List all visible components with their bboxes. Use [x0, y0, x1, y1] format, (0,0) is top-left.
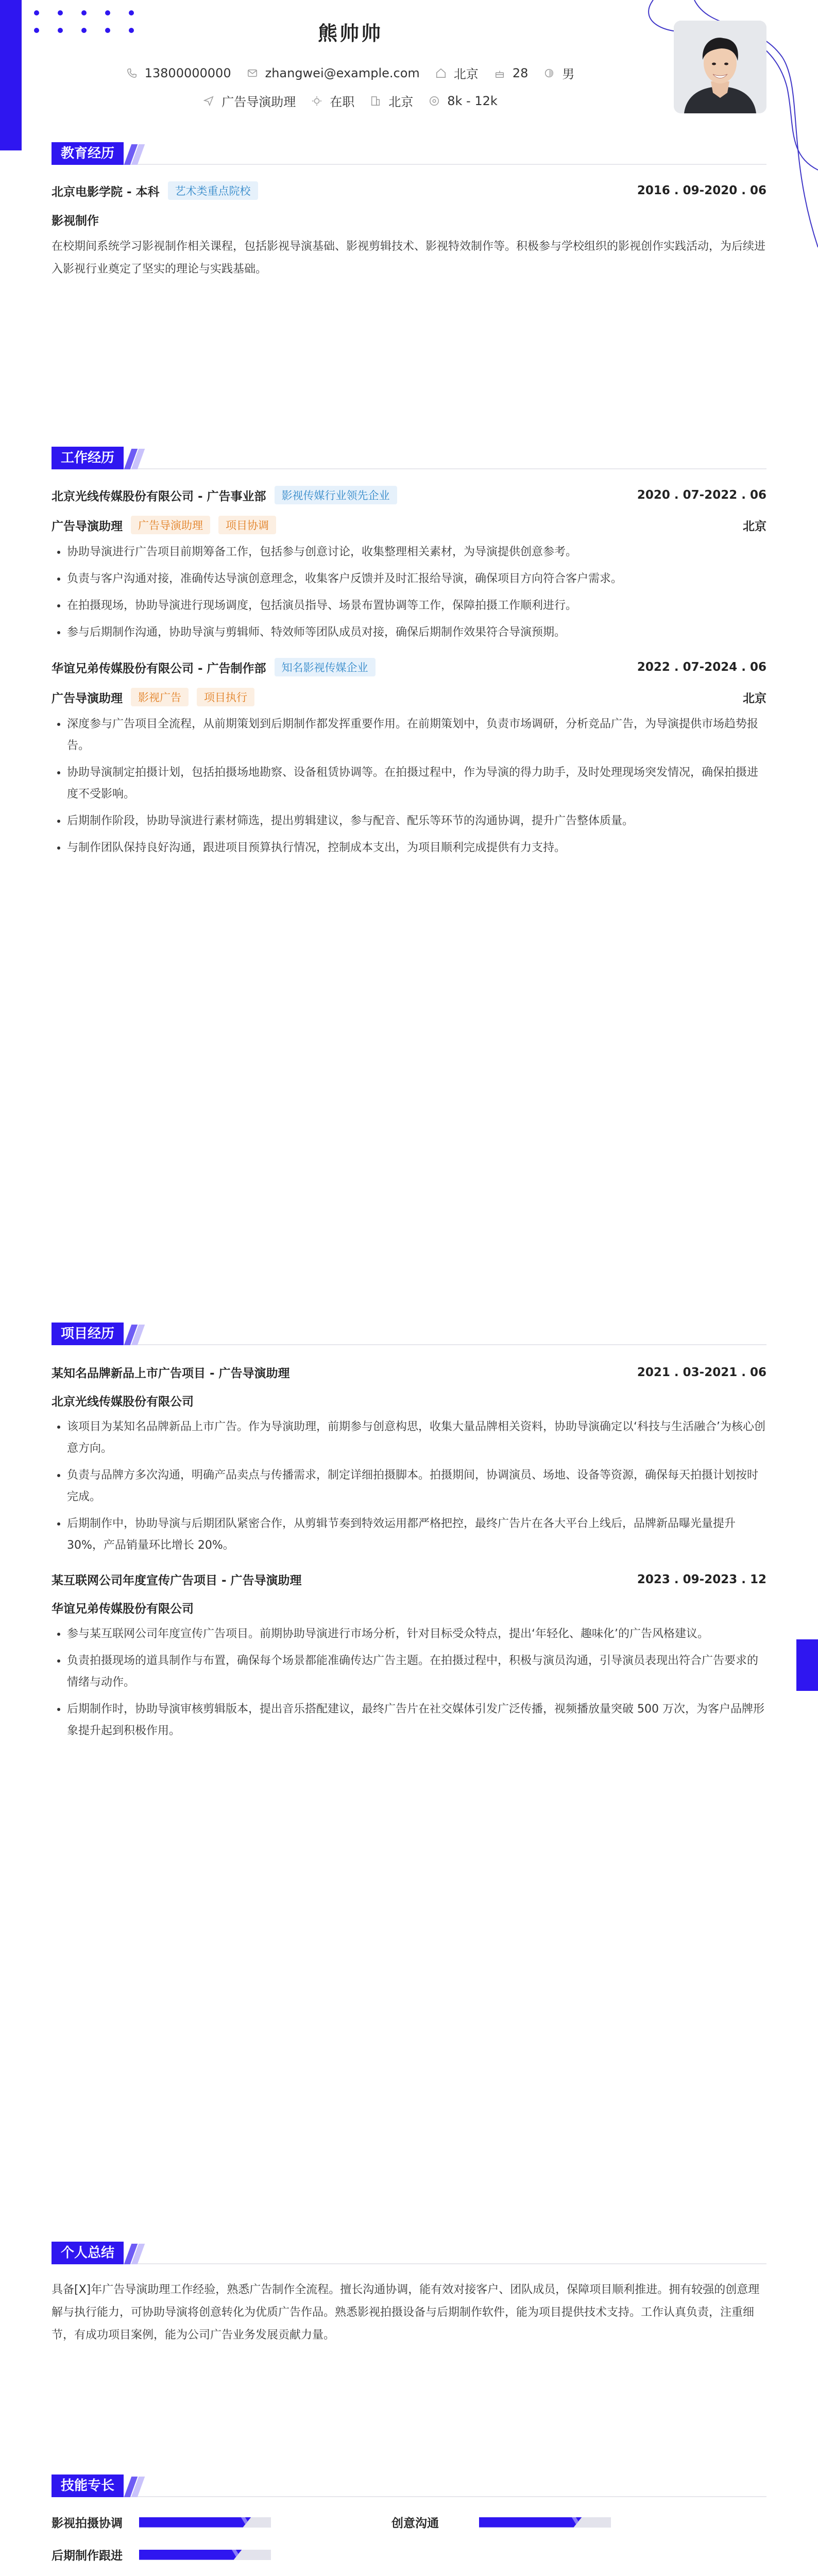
bullet-item: • 协助导演制定拍摄计划，包括拍摄场地勘察、设备租赁协调等。在拍摄过程中，作为导演的得力助手，及时处理现场突发情况，确保拍摄进度不受影响。 [67, 762, 766, 805]
section-title-work: 工作经历 [52, 447, 124, 469]
skill-item [52, 2546, 391, 2563]
project-bullets [52, 1623, 766, 1742]
work-city: 北京 [743, 691, 766, 705]
gender-text: 男 [562, 67, 575, 81]
skill-bar [479, 2517, 611, 2528]
profile-photo [674, 21, 766, 113]
project-header-row [52, 1571, 766, 1588]
section-header [52, 1323, 766, 1345]
bullet-item: • 后期制作阶段，协助导演进行素材筛选，提出剪辑建议，参与配音、配乐等环节的沟通协调，提升广告整体质量。 [67, 810, 766, 832]
summary-section [52, 2242, 766, 2347]
mail-icon [247, 67, 258, 79]
project-header-row [52, 1364, 766, 1381]
candidate-name: 熊帅帅 [317, 22, 383, 45]
job-intent-row [0, 92, 701, 110]
bullet-item: • 与制作团队保持良好沟通，跟进项目预算执行情况，控制成本支出，为项目顺利完成提供有力支持。 [67, 837, 766, 859]
bullet-item: • 参与后期制作沟通，协助导演与剪辑师、特效师等团队成员对接，确保后期制作效果符合导演预期。 [67, 622, 766, 643]
project-company: 华谊兄弟传媒股份有限公司 [52, 1602, 194, 1616]
email-text: zhangwei@example.com [265, 65, 420, 80]
skill-item [52, 2514, 391, 2531]
bullet-item: • 负责与品牌方多次沟通，明确产品卖点与传播需求，制定详细拍摄脚本。拍摄期间，协调演员、场地、设备等资源，确保每天拍摄计划按时完成。 [67, 1465, 766, 1508]
company-tag: 影视传媒行业领先企业 [275, 486, 397, 504]
bullet-item: • 在拍摄现场，协助导演进行现场调度，包括演员指导、场景布置协调等工作，保障拍摄工作顺利进行。 [67, 595, 766, 617]
section-title-summary: 个人总结 [52, 2242, 124, 2264]
home-icon [435, 67, 447, 79]
work-entry [52, 658, 766, 859]
project-company: 北京光线传媒股份有限公司 [52, 1395, 194, 1409]
work-header-row [52, 658, 766, 676]
section-header [52, 142, 766, 165]
project-title: 某知名品牌新品上市广告项目 - 广告导演助理 [52, 1367, 290, 1380]
education-description: 在校期间系统学习影视制作相关课程，包括影视导演基础、影视剪辑技术、影视特效制作等。积极参与学校组织的影视创作实践活动，为后续进入影视行业奠定了坚实的理论与实践基础。 [52, 240, 766, 276]
company-name: 北京光线传媒股份有限公司 - 广告事业部 [52, 489, 266, 503]
bullet-item: • 参与某互联网公司年度宣传广告项目。前期协助导演进行市场分析，针对目标受众特点，提出‘年轻化、趣味化’的广告风格建议。 [67, 1623, 766, 1645]
status-text: 在职 [330, 95, 355, 109]
education-date: 2016 . 09-2020 . 06 [637, 184, 766, 197]
role-info [52, 688, 254, 706]
phone-text: 13800000000 [144, 65, 231, 80]
school-tag: 艺术类重点院校 [168, 181, 258, 200]
skill-bar [139, 2517, 271, 2528]
skill-item [391, 2514, 731, 2531]
phone-info [126, 66, 231, 80]
bullet-item: • 深度参与广告项目全流程，从前期策划到后期制作都发挥重要作用。在前期策划中，负责市场调研，分析竞品广告，为导演提供市场趋势报告。 [67, 714, 766, 757]
age-text: 28 [512, 65, 529, 80]
skill-name: 影视拍摄协调 [52, 2517, 123, 2530]
project-company-row [52, 1599, 766, 1616]
work-bullets [52, 714, 766, 859]
project-title: 某互联网公司年度宣传广告项目 - 广告导演助理 [52, 1574, 302, 1587]
age-info [494, 66, 529, 80]
school-name: 北京电影学院 - 本科 [52, 185, 160, 199]
bullet-item: • 负责与客户沟通对接，准确传达导演创意理念，收集客户反馈并及时汇报给导演，确保项目方向符合客户需求。 [67, 568, 766, 590]
city-info [370, 92, 413, 110]
project-section [52, 1323, 766, 1742]
bullet-item: • 协助导演进行广告项目前期筹备工作，包括参与创意讨论，收集整理相关素材，为导演提供创意参考。 [67, 541, 766, 563]
coin-icon [429, 95, 440, 107]
section-title-education: 教育经历 [52, 142, 124, 165]
position-text: 广告导演助理 [221, 95, 296, 109]
bullet-item: • 该项目为某知名品牌新品上市广告。作为导演助理，前期参与创意构思，收集大量品牌相关资料，协助导演确定以‘科技与生活融合’为核心创意方向。 [67, 1416, 766, 1460]
major-name: 影视制作 [52, 214, 99, 228]
project-company-row [52, 1392, 766, 1409]
skill-level-fill [479, 2517, 582, 2528]
role-tag: 项目执行 [197, 688, 254, 706]
company-name: 华谊兄弟传媒股份有限公司 - 广告制作部 [52, 662, 266, 675]
salary-info [429, 94, 498, 108]
work-bullets [52, 541, 766, 643]
work-date: 2022 . 07-2024 . 06 [637, 660, 766, 674]
project-date: 2023 . 09-2023 . 12 [637, 1572, 766, 1586]
summary-text: 具备[X]年广告导演助理工作经验，熟悉广告制作全流程。擅长沟通协调，能有效对接客户、团队成员，保障项目顺利推进。拥有较强的创意理解与执行能力，可协助导演将创意转化为优质广告作品。熟悉影视拍摄设备与后期制作软件，能为项目提供技术支持。工作认真负责，注重细节，有成功项目案例，能为公司广告业务发展贡献力量。 [52, 2283, 760, 2342]
building-icon [370, 95, 381, 107]
skill-level-fill [139, 2517, 251, 2528]
phone-icon [126, 67, 138, 79]
company-tag: 知名影视传媒企业 [275, 658, 376, 676]
skill-name: 后期制作跟进 [52, 2549, 123, 2563]
section-header [52, 2475, 766, 2497]
project-bullets [52, 1416, 766, 1556]
email-info [247, 66, 420, 80]
role-tag: 广告导演助理 [131, 516, 210, 534]
section-title-project: 项目经历 [52, 1323, 124, 1345]
work-city: 北京 [743, 519, 766, 533]
project-date: 2021 . 03-2021 . 06 [637, 1365, 766, 1379]
work-date: 2020 . 07-2022 . 06 [637, 488, 766, 502]
role-row [52, 688, 766, 706]
section-header [52, 447, 766, 469]
skill-bar [139, 2550, 271, 2560]
cake-icon [494, 67, 505, 79]
role-name: 广告导演助理 [52, 519, 123, 533]
role-tag: 影视广告 [131, 688, 189, 706]
role-name: 广告导演助理 [52, 691, 123, 705]
role-row [52, 516, 766, 534]
role-info [52, 516, 276, 534]
position-info [203, 92, 296, 110]
location-text: 北京 [453, 67, 479, 81]
project-entry [52, 1571, 766, 1742]
education-header-row [52, 181, 766, 200]
skills-section [52, 2475, 766, 2563]
gender-info [543, 64, 574, 82]
salary-text: 8k - 12k [447, 93, 498, 108]
location-info [435, 64, 479, 82]
gender-icon [543, 67, 555, 79]
work-header-row [52, 486, 766, 504]
bullet-item: • 负责拍摄现场的道具制作与布置，确保每个场景都能准确传达广告主题。在拍摄过程中，积极与演员沟通，引导演员表现出符合广告要求的情绪与动作。 [67, 1650, 766, 1693]
education-section [52, 142, 766, 281]
status-info [311, 92, 354, 110]
role-tag: 项目协调 [218, 516, 276, 534]
portrait-image [674, 21, 766, 113]
project-entry [52, 1364, 766, 1556]
company-title [52, 658, 376, 676]
skill-list [52, 2514, 766, 2563]
bullet-item: • 后期制作中，协助导演与后期团队紧密合作，从剪辑节奏到特效运用都严格把控，最终广告片在各大平台上线后，品牌新品曝光量提升 30%，产品销量环比增长 20%。 [67, 1513, 766, 1556]
skill-name: 创意沟通 [391, 2517, 439, 2530]
contact-row [0, 64, 701, 82]
skill-level-fill [139, 2550, 242, 2560]
company-title [52, 486, 397, 504]
work-section [52, 447, 766, 859]
bullet-item: • 后期制作时，协助导演审核剪辑版本，提出音乐搭配建议，最终广告片在社交媒体引发广泛传播，视频播放量突破 500 万次，为客户品牌形象提升起到积极作用。 [67, 1699, 766, 1742]
work-entry [52, 486, 766, 643]
section-title-skills: 技能专长 [52, 2475, 124, 2497]
city-text: 北京 [388, 95, 414, 109]
status-icon [311, 95, 322, 107]
send-icon [203, 95, 214, 107]
school-title [52, 181, 258, 200]
section-header [52, 2242, 766, 2264]
decor-right-bar [796, 1639, 818, 1691]
major-row [52, 211, 766, 228]
